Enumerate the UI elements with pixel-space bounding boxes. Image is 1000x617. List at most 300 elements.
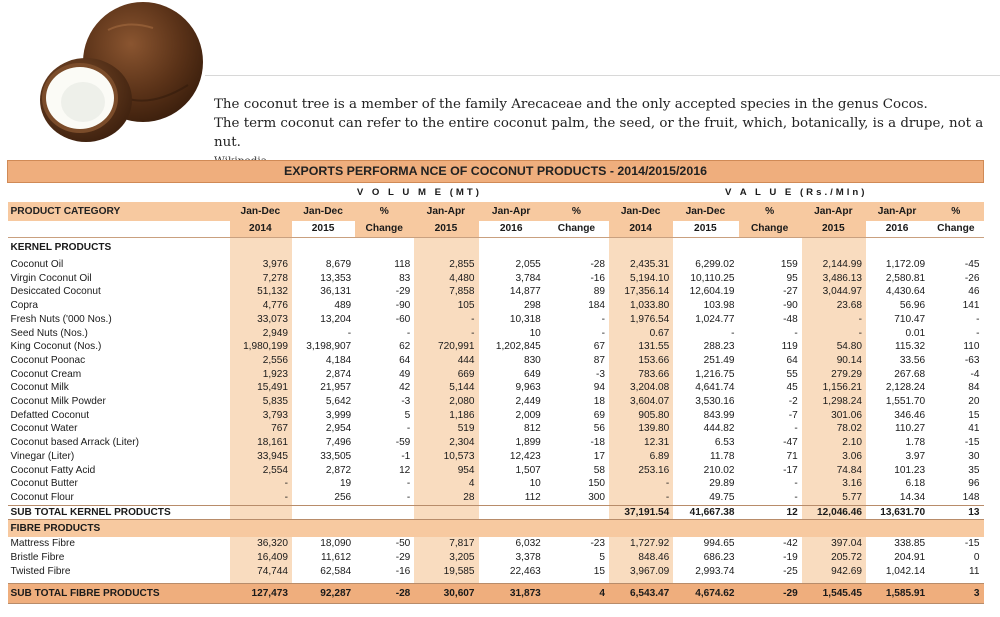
cell: 3.06 xyxy=(802,450,866,464)
cell: 19,585 xyxy=(414,565,478,579)
coconut-image xyxy=(28,0,208,150)
cell: 159 xyxy=(780,259,798,270)
cell xyxy=(355,505,414,520)
cell: 994.65 xyxy=(703,538,735,550)
cell: 110.27 xyxy=(895,423,926,435)
cell: 3,784 xyxy=(515,272,541,284)
header-divider xyxy=(205,75,1000,76)
table-row xyxy=(8,272,984,286)
cell: 51,132 xyxy=(230,285,292,299)
row-label: Coconut Flour xyxy=(10,491,74,503)
cell: 2,949 xyxy=(230,327,292,341)
cell: 49 xyxy=(399,368,411,380)
cell: 2,874 xyxy=(325,368,352,380)
cell: 3,378 xyxy=(515,552,541,564)
cell: -3 xyxy=(401,396,411,408)
table-row xyxy=(8,477,984,491)
cell: 14.34 xyxy=(899,491,926,503)
row-label: Desiccated Coconut xyxy=(10,286,101,298)
cell: 720,991 xyxy=(414,340,478,354)
cell: -19 xyxy=(783,552,798,564)
cell: 3,204.08 xyxy=(609,381,673,395)
volume-group-header: V O L U M E (MT) xyxy=(356,187,482,198)
cell: 49.75 xyxy=(709,491,735,503)
cell: 131.55 xyxy=(609,340,673,354)
cell: -16 xyxy=(395,565,411,577)
cell: 21,957 xyxy=(320,382,352,394)
value-group-header: V A L U E (Rs./Mln) xyxy=(725,187,868,198)
cell: 56.96 xyxy=(899,300,926,312)
table-row xyxy=(8,409,984,423)
cell: 150 xyxy=(588,478,606,490)
cell: 95 xyxy=(786,272,798,284)
cell: - xyxy=(406,423,411,435)
cell: 92,287 xyxy=(292,583,355,603)
cell: - xyxy=(802,313,866,327)
cell: -18 xyxy=(590,437,606,449)
cell: Change xyxy=(739,221,802,238)
cell: 141 xyxy=(962,300,980,312)
cell: Jan-Apr xyxy=(866,202,929,221)
cell: 1.78 xyxy=(905,437,926,449)
cell: 14,877 xyxy=(509,286,541,298)
cell: 346.46 xyxy=(894,409,926,421)
cell: 4 xyxy=(545,583,609,603)
cell: 1,186 xyxy=(414,409,478,423)
cell: -29 xyxy=(739,583,802,603)
cell: 2,080 xyxy=(414,395,478,409)
cell: 31,873 xyxy=(479,583,545,603)
section-fibre-products xyxy=(8,520,984,538)
table-row xyxy=(8,354,984,368)
cell: 7,496 xyxy=(325,437,352,449)
cell: 288.23 xyxy=(703,341,735,353)
cell: 2,855 xyxy=(414,258,478,272)
cell: 5 xyxy=(404,409,411,421)
row-label: Coconut Cream xyxy=(10,368,82,380)
cell: 105 xyxy=(414,299,478,313)
cell: 41,667.38 xyxy=(673,505,738,520)
cell: 3,976 xyxy=(230,258,292,272)
cell: 11.78 xyxy=(710,450,735,462)
table-row xyxy=(8,340,984,354)
cell: 74.84 xyxy=(802,464,866,478)
row-label: PRODUCT CATEGORY xyxy=(8,202,230,221)
cell: - xyxy=(406,478,411,490)
cell: -60 xyxy=(395,313,411,325)
cell: -16 xyxy=(590,272,606,284)
cell: -1 xyxy=(401,450,411,462)
cell: -3 xyxy=(596,368,606,380)
row-label: Virgin Coconut Oil xyxy=(10,272,92,284)
cell: 5,144 xyxy=(414,381,478,395)
cell: 1,202,845 xyxy=(495,341,541,353)
cell: 89 xyxy=(593,286,606,298)
cell: -90 xyxy=(395,300,411,312)
cell: 42 xyxy=(399,382,411,394)
cell: 649 xyxy=(523,368,541,380)
cell: 942.69 xyxy=(802,565,866,579)
cell: - xyxy=(414,313,478,327)
cell: 1,980,199 xyxy=(230,340,292,354)
row-label: Coconut Milk Powder xyxy=(10,396,106,408)
cell: 30 xyxy=(968,450,980,462)
table-row xyxy=(8,491,984,505)
table-row xyxy=(8,258,984,272)
cell: 2,954 xyxy=(325,423,352,435)
cell: 90.14 xyxy=(802,354,866,368)
cell: 3,486.13 xyxy=(802,272,866,286)
subtotal-fibre-row xyxy=(8,583,984,603)
cell: 29.89 xyxy=(709,478,735,490)
row-label: Twisted Fibre xyxy=(10,565,71,577)
cell: 2,993.74 xyxy=(695,565,735,577)
table-row xyxy=(8,313,984,327)
cell: 12,423 xyxy=(509,450,541,462)
cell: 3 xyxy=(929,583,983,603)
cell: 3,967.09 xyxy=(609,565,673,579)
row-label: Copra xyxy=(10,300,38,312)
cell: 127,473 xyxy=(230,583,292,603)
cell: -42 xyxy=(783,538,798,550)
cell: 2.10 xyxy=(802,436,866,450)
row-label: Coconut based Arrack (Liter) xyxy=(10,437,139,449)
cell: 2016 xyxy=(479,221,545,238)
cell: 210.02 xyxy=(703,464,735,476)
cell: 55 xyxy=(786,368,798,380)
cell: -26 xyxy=(964,272,980,284)
cell: 2015 xyxy=(673,221,738,238)
cell: 5,194.10 xyxy=(609,272,673,286)
table-row xyxy=(8,299,984,313)
cell: 153.66 xyxy=(609,354,673,368)
cell: 7,817 xyxy=(414,537,478,551)
cell: 16,409 xyxy=(230,551,292,565)
cell: 2,435.31 xyxy=(609,258,673,272)
cell: 669 xyxy=(414,368,478,382)
cell: 1,976.54 xyxy=(609,313,673,327)
cell: 2,128.24 xyxy=(885,382,926,394)
section-kernel-products xyxy=(8,238,984,259)
cell: 87 xyxy=(593,354,606,366)
cell: Change xyxy=(929,221,983,238)
cell: 444.82 xyxy=(703,423,735,435)
table-row xyxy=(8,422,984,436)
cell: 41 xyxy=(968,423,980,435)
cell xyxy=(292,505,355,520)
cell: - xyxy=(609,491,673,505)
cell: 62 xyxy=(399,341,411,353)
cell xyxy=(545,505,609,520)
table-row xyxy=(8,450,984,464)
cell: 489 xyxy=(334,300,352,312)
cell: Change xyxy=(355,221,414,238)
cell: 35 xyxy=(968,464,980,476)
cell: - xyxy=(406,491,411,503)
cell: 1,156.21 xyxy=(802,381,866,395)
cell: - xyxy=(976,327,980,339)
cell: 139.80 xyxy=(609,422,673,436)
cell: 267.68 xyxy=(894,368,926,380)
row-label: Coconut Poonac xyxy=(10,354,86,366)
cell: 13 xyxy=(929,505,983,520)
cell: 0.01 xyxy=(905,327,926,339)
cell: - xyxy=(414,327,478,341)
cell: 2,304 xyxy=(414,436,478,450)
cell: 300 xyxy=(588,491,606,503)
row-label: Coconut Water xyxy=(10,423,78,435)
cell: 2,144.99 xyxy=(802,258,866,272)
row-label: Defatted Coconut xyxy=(10,409,90,421)
cell: - xyxy=(794,327,798,339)
cell: 519 xyxy=(414,422,478,436)
table-row xyxy=(8,436,984,450)
cell: 13,353 xyxy=(320,272,352,284)
cell: 12 xyxy=(399,464,411,476)
cell: 1,507 xyxy=(515,464,541,476)
cell: 22,463 xyxy=(509,565,541,577)
cell: 1,585.91 xyxy=(866,583,929,603)
row-label: Seed Nuts (Nos.) xyxy=(10,327,88,339)
cell: Jan-Dec xyxy=(230,202,292,221)
cell: 843.99 xyxy=(703,409,735,421)
cell: -17 xyxy=(783,464,798,476)
cell: 1,033.80 xyxy=(609,299,673,313)
cell: -59 xyxy=(395,437,411,449)
cell: Jan-Apr xyxy=(414,202,478,221)
cell: 11,612 xyxy=(321,552,352,564)
cell: 2,872 xyxy=(325,464,352,476)
cell: -47 xyxy=(783,437,798,449)
cell: 6,032 xyxy=(515,538,541,550)
cell: Jan-Apr xyxy=(479,202,545,221)
quote-line-1: The coconut tree is a member of the family Arecaceae and the only accepted species in the genus Cocos. xyxy=(214,97,928,112)
cell: Jan-Dec xyxy=(292,202,355,221)
table-row xyxy=(8,464,984,478)
cell: 1,172.09 xyxy=(885,259,926,270)
cell: 101.23 xyxy=(894,464,926,476)
cell: 112 xyxy=(524,491,541,503)
cell: 3,999 xyxy=(325,409,352,421)
cell: -7 xyxy=(788,409,798,421)
cell: 3.97 xyxy=(905,450,926,462)
cell: 5,835 xyxy=(230,395,292,409)
cell: 1,216.75 xyxy=(695,368,735,380)
cell: - xyxy=(601,327,606,339)
cell: 20 xyxy=(968,396,980,408)
row-label: Coconut Butter xyxy=(10,478,78,490)
cell: 1,551.70 xyxy=(885,396,926,408)
cell: Jan-Apr xyxy=(802,202,866,221)
cell: 115.32 xyxy=(895,341,926,353)
cell: 10 xyxy=(529,327,541,339)
cell: 830 xyxy=(523,354,541,366)
table-row xyxy=(8,395,984,409)
cell: - xyxy=(794,491,798,503)
cell: 30,607 xyxy=(414,583,478,603)
cell: 84 xyxy=(968,382,980,394)
cell: 3.16 xyxy=(802,477,866,491)
cell: 12,046.46 xyxy=(802,505,866,520)
cell: Jan-Dec xyxy=(673,202,738,221)
cell: 69 xyxy=(593,409,606,421)
cell: 18,090 xyxy=(320,538,352,550)
cell: 10,318 xyxy=(509,313,541,325)
cell: 17 xyxy=(593,450,606,462)
cell: 205.72 xyxy=(802,551,866,565)
cell: - xyxy=(976,313,980,325)
row-label: Coconut Fatty Acid xyxy=(10,464,96,476)
cell: 5,642 xyxy=(325,396,352,408)
cell: 0 xyxy=(973,552,980,564)
cell: 11 xyxy=(969,565,980,577)
cell: -28 xyxy=(590,259,606,270)
cell: 148 xyxy=(962,491,980,503)
cell: 6.89 xyxy=(609,450,673,464)
cell: 2016 xyxy=(866,221,929,238)
cell: 71 xyxy=(786,450,798,462)
cell: 397.04 xyxy=(802,537,866,551)
row-label: Coconut Milk xyxy=(10,382,69,394)
cell: - xyxy=(230,477,292,491)
cell: % xyxy=(929,202,983,221)
table-title: EXPORTS PERFORMA NCE OF COCONUT PRODUCTS - 2014/2015/2016 xyxy=(8,161,984,183)
section-label: FIBRE PRODUCTS xyxy=(8,520,230,538)
cell: 64 xyxy=(786,354,798,366)
cell: 338.85 xyxy=(894,538,926,550)
cell: 3,044.97 xyxy=(802,285,866,299)
cell: 33,945 xyxy=(230,450,292,464)
cell: 12.31 xyxy=(609,436,673,450)
cell: 8,679 xyxy=(325,259,352,270)
table-row xyxy=(8,537,984,551)
cell: -29 xyxy=(395,552,411,564)
cell: 12,604.19 xyxy=(689,286,735,298)
cell: 96 xyxy=(968,478,980,490)
cell: 33.56 xyxy=(899,354,926,366)
column-header-row-2 xyxy=(8,221,984,238)
cell: 6,543.47 xyxy=(609,583,673,603)
cell: 15 xyxy=(968,409,980,421)
cell: 37,191.54 xyxy=(609,505,673,520)
cell: 6,299.02 xyxy=(695,259,735,270)
cell: 15 xyxy=(593,565,606,577)
cell: 3,198,907 xyxy=(306,341,352,353)
cell: 9,963 xyxy=(515,382,541,394)
cell: 7,278 xyxy=(230,272,292,286)
cell: 10,573 xyxy=(414,450,478,464)
cell: % xyxy=(739,202,802,221)
intro-quote xyxy=(214,95,994,167)
cell: 10 xyxy=(529,478,541,490)
row-label: Mattress Fibre xyxy=(10,538,76,550)
table-row xyxy=(8,381,984,395)
cell: 4,674.62 xyxy=(673,583,738,603)
cell: 67 xyxy=(593,341,606,353)
cell: 954 xyxy=(414,464,478,478)
quote-line-2: The term coconut can refer to the entire coconut palm, the seed, or the fruit, which, botanically, is a drupe, not a nut. xyxy=(214,116,984,150)
cell: 45 xyxy=(786,382,798,394)
cell: 1,899 xyxy=(515,437,541,449)
cell: - xyxy=(802,327,866,341)
cell: 103.98 xyxy=(703,300,735,312)
cell: 119 xyxy=(781,341,798,353)
cell: 204.91 xyxy=(894,552,926,564)
cell: 7,858 xyxy=(414,285,478,299)
cell: - xyxy=(230,491,292,505)
cell: 2,554 xyxy=(230,464,292,478)
cell: -45 xyxy=(964,259,980,270)
exports-table-container xyxy=(7,160,984,604)
cell: 33,073 xyxy=(230,313,292,327)
cell: -48 xyxy=(783,313,798,325)
exports-table xyxy=(7,160,984,604)
cell: 3,793 xyxy=(230,409,292,423)
cell: 279.29 xyxy=(802,368,866,382)
cell: 2,055 xyxy=(515,259,541,270)
cell: 256 xyxy=(334,491,352,503)
cell: 2015 xyxy=(414,221,478,238)
cell: 4,480 xyxy=(414,272,478,286)
cell: -25 xyxy=(783,565,798,577)
cell: 3,604.07 xyxy=(609,395,673,409)
cell: 23.68 xyxy=(802,299,866,313)
cell: 2014 xyxy=(609,221,673,238)
cell: -2 xyxy=(788,396,798,408)
cell: - xyxy=(406,327,411,339)
cell: 62,584 xyxy=(320,565,352,577)
cell: 12 xyxy=(739,505,802,520)
cell: 1,923 xyxy=(230,368,292,382)
cell: 905.80 xyxy=(609,409,673,423)
cell xyxy=(414,505,478,520)
row-label: King Coconut (Nos.) xyxy=(10,341,102,353)
cell: 0.67 xyxy=(609,327,673,341)
cell: 1,727.92 xyxy=(609,537,673,551)
cell: 301.06 xyxy=(802,409,866,423)
cell: - xyxy=(347,327,352,339)
cell: - xyxy=(731,327,735,339)
cell: Change xyxy=(545,221,609,238)
cell: 13,631.70 xyxy=(866,505,929,520)
cell: 36,320 xyxy=(230,537,292,551)
cell: 74,744 xyxy=(230,565,292,579)
cell: 4,776 xyxy=(230,299,292,313)
column-header-row-1 xyxy=(8,202,984,221)
row-label: SUB TOTAL KERNEL PRODUCTS xyxy=(8,505,230,520)
cell: 4,184 xyxy=(325,354,352,366)
cell: 94 xyxy=(593,382,606,394)
cell xyxy=(230,505,292,520)
cell: 58 xyxy=(593,464,606,476)
cell: -28 xyxy=(355,583,414,603)
row-label: Coconut Oil xyxy=(10,259,64,270)
cell: 2,580.81 xyxy=(885,272,926,284)
row-label xyxy=(8,221,230,238)
subtotal-kernel-row xyxy=(8,505,984,520)
cell: 4,430.64 xyxy=(885,286,926,298)
cell: 686.23 xyxy=(703,552,735,564)
cell: -50 xyxy=(395,538,411,550)
cell: 33,505 xyxy=(320,450,352,462)
cell: 812 xyxy=(523,423,541,435)
cell: - xyxy=(609,477,673,491)
cell: 253.16 xyxy=(609,464,673,478)
cell: Jan-Dec xyxy=(609,202,673,221)
cell: % xyxy=(355,202,414,221)
cell: 4 xyxy=(414,477,478,491)
cell: 78.02 xyxy=(802,422,866,436)
